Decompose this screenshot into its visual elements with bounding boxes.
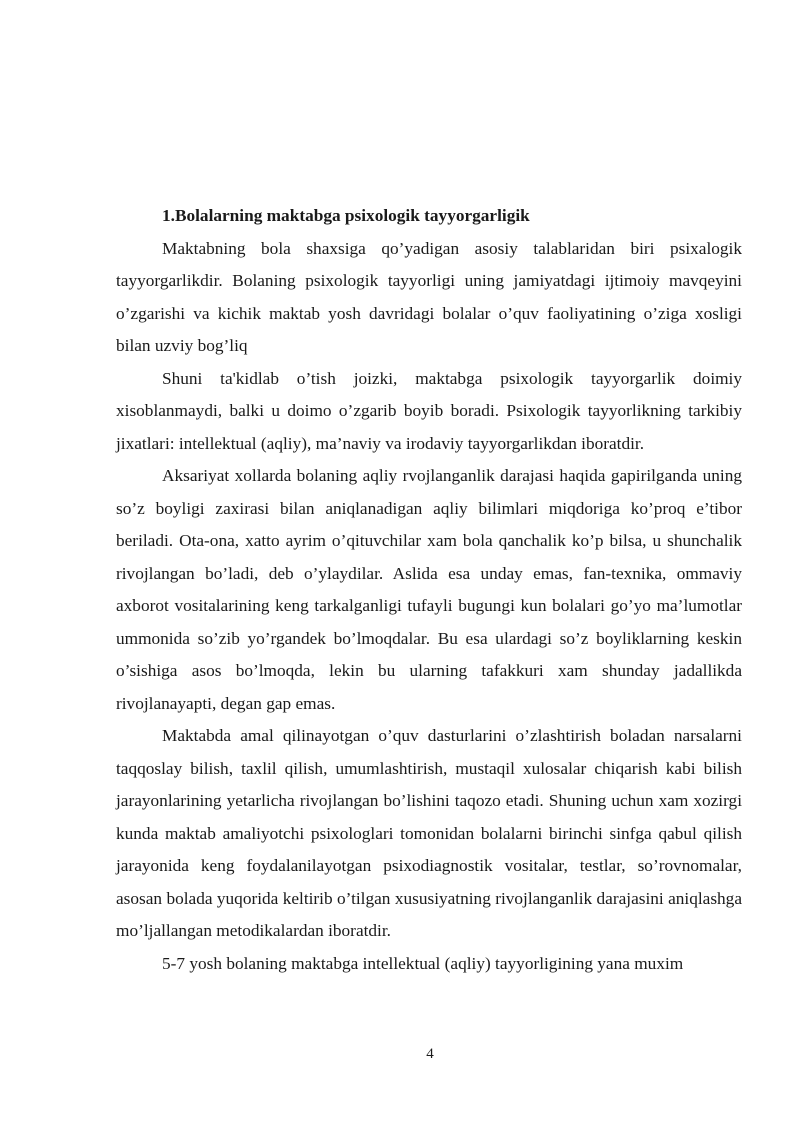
paragraph-continued: 5-7 yosh bolaning maktabga intellektual (aqliy) tayyorligining yana muxim — [162, 953, 684, 973]
paragraph-psychological-readiness: Maktabning bola shaxsiga qo’yadigan asosiy talablaridan biri psixalogik tayyorgarlikdir. Bolaning psixologik tayyorligi uning jamiyatdagi ijtimoiy mavqeyini o’zgarishi va kichik maktab yosh davridagi bolalar o’quv faoliyatining o’ziga xosligi bilan uzviy bog’liq — [116, 238, 742, 355]
paragraph-readiness-components: Shuni ta'kidlab o’tish joizki, maktabga psixologik tayyorgarlik doimiy xisoblanmaydi, balki u doimo o’zgarib boyib boradi. Psixologik tayyorlikning tarkibiy jixatlari: intellektual (aqliy), ma’naviy va irodaviy tayyorgarlikdan iboratdir. — [116, 368, 742, 453]
page-body — [116, 200, 742, 980]
section-heading: 1.Bolalarning maktabga psixologik tayyorgarligik — [162, 206, 530, 225]
paragraph-school-curriculum: Maktabda amal qilinayotgan o’quv dasturlarini o’zlashtirish boladan narsalarni taqqoslay bilish, taxlil qilish, umumlashtirish, mustaqil xulosalar chiqarish kabi bilish jarayonlarining yetarlicha rivojlangan bo’lishini taqozo etadi. Shuning uchun xam xozirgi kunda maktab amaliyotchi psixologlari tomonidan bolalarni birinchi sinfga qabul qilish jarayonida keng foydalanilayotgan psixodiagnostik vositalar, testlar, so’rovnomalar, asosan bolada yuqorida keltirib o’tilgan xususiyatning rivojlanganlik darajasini aniqlashga mo’ljallangan metodikalardan iboratdir. — [116, 726, 742, 940]
paragraph-intellectual-development: Aksariyat xollarda bolaning aqliy rvojlanganlik darajasi haqida gapirilganda uning so’z boyligi zaxirasi bilan aniqlanadigan aqliy bilimlari miqdoriga ko’proq e’tibor beriladi. Ota-ona, xatto ayrim o’qituvchilar xam bola qanchalik ko’p bilsa, u shunchalik rivojlangan bo’ladi, deb o’ylaydilar. Aslida esa unday emas, fan-texnika, ommaviy axborot vositalarining keng tarkalganligi tufayli bugungi kun bolalari go’yo ma’lumotlar ummonida so’zib yo’rgandek bo’lmoqdalar. Bu esa ulardagi so’z boyliklarning keskin o’sishiga asos bo’lmoqda, lekin bu ularning tafakkuri xam shunday jadallikda rivojlanayapti, degan gap emas. — [116, 466, 742, 713]
page-number: 4 — [426, 1046, 434, 1062]
